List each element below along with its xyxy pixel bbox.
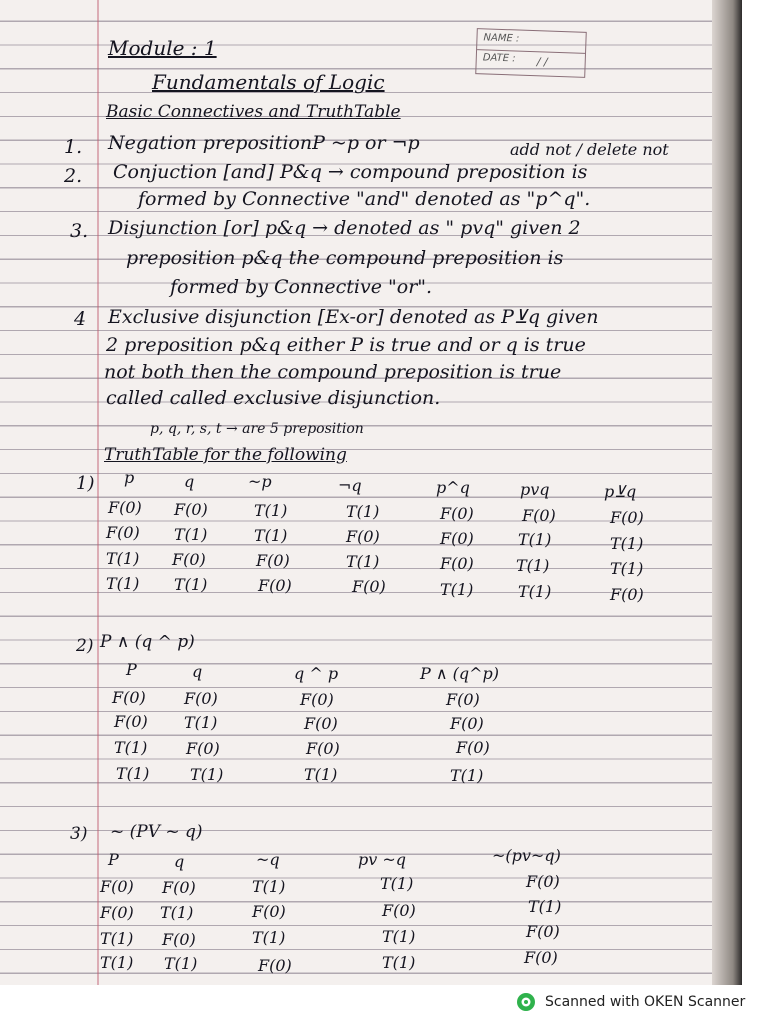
table-header: ~p (248, 472, 272, 491)
table-header: pvq (520, 480, 550, 499)
point-number: 2. (64, 165, 83, 187)
table-label: 3) (70, 824, 88, 844)
scanner-text: Scanned with OKEN Scanner (545, 994, 746, 1010)
table-cell: F(0) (382, 901, 416, 920)
table-cell: T(1) (160, 903, 194, 922)
table-cell: T(1) (346, 502, 380, 521)
table-cell: F(0) (456, 738, 490, 757)
table-cell: T(1) (252, 928, 286, 947)
table-cell: F(0) (256, 551, 290, 570)
table-cell: T(1) (116, 764, 150, 783)
date-label: DATE : (482, 52, 516, 65)
table-cell: T(1) (174, 575, 208, 594)
point-side-note: add not / delete not (510, 140, 669, 159)
table-cell: F(0) (114, 712, 148, 731)
point-line: not both then the compound preposition is true (104, 361, 562, 383)
point-line: Conjuction [and] P&q → compound preposition is (113, 161, 588, 183)
point-line: 2 preposition p&q either P is true and or q is true (106, 334, 586, 356)
table-cell: F(0) (610, 585, 644, 604)
table-cell: T(1) (304, 765, 338, 784)
table-cell: F(0) (524, 948, 558, 967)
table-cell: T(1) (254, 526, 288, 545)
table-cell: T(1) (528, 897, 562, 916)
name-date-box (475, 28, 587, 78)
table-cell: T(1) (518, 530, 552, 549)
table-header: p^q (436, 478, 470, 497)
table-cell: T(1) (252, 877, 286, 896)
table-header: q (192, 662, 203, 681)
table-cell: F(0) (106, 523, 140, 542)
table-cell: T(1) (518, 582, 552, 601)
point-number: 1. (64, 136, 83, 158)
table-cell: T(1) (114, 738, 148, 757)
scanner-watermark (516, 990, 745, 1014)
table-cell: F(0) (440, 554, 474, 573)
table-cell: F(0) (162, 930, 196, 949)
oken-scanner-logo-icon (516, 992, 536, 1012)
table-cell: F(0) (346, 527, 380, 546)
point-number: 3. (70, 220, 89, 242)
table-cell: F(0) (184, 689, 218, 708)
date-value: / / (536, 55, 548, 69)
table-cell: F(0) (522, 506, 556, 525)
table-cell: F(0) (174, 500, 208, 519)
table-cell: F(0) (610, 508, 644, 527)
table-cell: F(0) (186, 739, 220, 758)
point-line: formed by Connective "or". (170, 276, 433, 298)
table-cell: F(0) (306, 739, 340, 758)
table-cell: F(0) (300, 690, 334, 709)
table-cell: T(1) (254, 501, 288, 520)
point-line: Exclusive disjunction [Ex-or] denoted as P⊻q given (108, 306, 599, 328)
table-cell: T(1) (610, 534, 644, 553)
table-cell: F(0) (304, 714, 338, 733)
table-header: ~(pv~q) (492, 846, 561, 865)
table-cell: F(0) (440, 504, 474, 523)
section-subtitle: Basic Connectives and TruthTable (106, 102, 401, 122)
table-header: q ^ p (294, 664, 339, 683)
table-label: 2) (76, 636, 94, 656)
table-cell: F(0) (162, 878, 196, 897)
table-cell: T(1) (380, 874, 414, 893)
table-cell: T(1) (382, 927, 416, 946)
table-cell: T(1) (450, 766, 484, 785)
table-cell: F(0) (352, 577, 386, 596)
table-cell: T(1) (106, 574, 140, 593)
table-cell: F(0) (258, 576, 292, 595)
table-cell: T(1) (174, 525, 208, 544)
point-line: Disjunction [or] p&q → denoted as " pvq" given 2 (108, 217, 581, 239)
table-cell: F(0) (112, 688, 146, 707)
table-cell: T(1) (184, 713, 218, 732)
table-cell: F(0) (258, 956, 292, 975)
table-header: q (184, 472, 195, 491)
variables-note: p, q, r, s, t → are 5 preposition (150, 421, 364, 437)
table-expression: ~ (PV ~ q) (110, 822, 203, 842)
table-cell: F(0) (526, 872, 560, 891)
point-line: formed by Connective "and" denoted as "p^q". (138, 188, 591, 210)
page-edge-shadow (712, 0, 742, 985)
table-cell: F(0) (172, 550, 206, 569)
truth-table-heading: TruthTable for the following (104, 445, 347, 465)
table-cell: T(1) (164, 954, 198, 973)
table-header: q (174, 852, 185, 871)
table-cell: F(0) (440, 529, 474, 548)
page-title: Fundamentals of Logic (152, 70, 385, 94)
table-cell: F(0) (526, 922, 560, 941)
table-header: p (124, 468, 135, 487)
table-cell: T(1) (100, 953, 134, 972)
table-cell: T(1) (346, 552, 380, 571)
point-number: 4 (74, 308, 87, 330)
module-heading: Module : 1 (108, 36, 217, 60)
table-header: P ∧ (q^p) (420, 664, 500, 683)
table-cell: F(0) (446, 690, 480, 709)
table-cell: T(1) (440, 580, 474, 599)
table-cell: T(1) (610, 559, 644, 578)
table-cell: F(0) (108, 498, 142, 517)
margin-line (97, 0, 99, 985)
table-cell: F(0) (100, 903, 134, 922)
table-header: p⊻q (604, 482, 637, 501)
point-line: preposition p&q the compound preposition is (126, 247, 564, 269)
table-header: ~q (256, 850, 280, 869)
table-label: 1) (76, 473, 95, 494)
name-label: NAME : (483, 32, 520, 45)
table-header: ¬q (338, 476, 362, 495)
table-cell: T(1) (100, 929, 134, 948)
table-cell: T(1) (516, 556, 550, 575)
table-cell: F(0) (252, 902, 286, 921)
table-header: P (126, 660, 137, 679)
table-header: pv ~q (358, 850, 407, 869)
table-cell: T(1) (382, 953, 416, 972)
point-line: Negation prepositionP ~p or ¬p (108, 132, 420, 154)
table-expression: P ∧ (q ^ p) (100, 632, 195, 652)
table-cell: F(0) (100, 877, 134, 896)
table-header: P (108, 850, 119, 869)
point-line: called called exclusive disjunction. (106, 387, 441, 409)
table-cell: F(0) (450, 714, 484, 733)
table-cell: T(1) (106, 549, 140, 568)
table-cell: T(1) (190, 765, 224, 784)
